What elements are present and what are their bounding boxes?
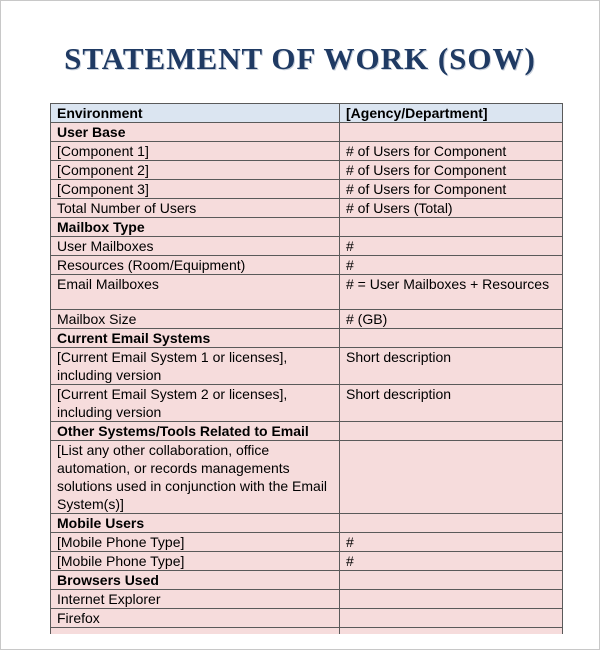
- environment-cell: [Component 3]: [51, 180, 340, 199]
- section-row: [51, 514, 563, 533]
- table-row: [51, 385, 563, 422]
- environment-cell: [List any other collaboration, office automation, or records managements solutions used in conjunction with the Email System(s)]: [51, 441, 340, 514]
- agency-cell: [340, 571, 563, 590]
- environment-cell: [Component 1]: [51, 142, 340, 161]
- agency-cell: # of Users (Total): [340, 199, 563, 218]
- agency-cell: [340, 329, 563, 348]
- agency-cell: # of Users for Component: [340, 142, 563, 161]
- agency-cell: # of Users for Component: [340, 180, 563, 199]
- header-agency-department: [Agency/Department]: [340, 104, 563, 123]
- table-row: [51, 348, 563, 385]
- table-row: [51, 628, 563, 635]
- section-row: [51, 123, 563, 142]
- table-row: [51, 609, 563, 628]
- agency-cell: [340, 514, 563, 533]
- section-row: [51, 571, 563, 590]
- environment-cell: [Component 2]: [51, 161, 340, 180]
- environment-cell: Browsers Used: [51, 571, 340, 590]
- agency-cell: [340, 422, 563, 441]
- agency-cell: #: [340, 552, 563, 571]
- agency-cell: # (GB): [340, 310, 563, 329]
- table-row: [51, 552, 563, 571]
- table-row: [51, 142, 563, 161]
- agency-cell: #: [340, 533, 563, 552]
- table-row: [51, 533, 563, 552]
- table-row: [51, 161, 563, 180]
- environment-cell: [Mobile Phone Type]: [51, 533, 340, 552]
- table-row: [51, 310, 563, 329]
- environment-cell: Email Mailboxes: [51, 275, 340, 310]
- table-row: [51, 199, 563, 218]
- environment-cell: Mobile Users: [51, 514, 340, 533]
- agency-cell: # = User Mailboxes + Resources: [340, 275, 563, 310]
- section-row: [51, 218, 563, 237]
- table-row: [51, 237, 563, 256]
- table-row: [51, 441, 563, 514]
- environment-cell: User Base: [51, 123, 340, 142]
- agency-cell: #: [340, 237, 563, 256]
- section-row: [51, 422, 563, 441]
- environment-cell: Other Systems/Tools Related to Email: [51, 422, 340, 441]
- table-body: [51, 123, 563, 635]
- environment-cell: Current Email Systems: [51, 329, 340, 348]
- table-header-row: [51, 104, 563, 123]
- environment-cell: Firefox: [51, 609, 340, 628]
- environment-cell: [51, 628, 340, 635]
- table-row: [51, 590, 563, 609]
- agency-cell: #: [340, 256, 563, 275]
- document-title: STATEMENT OF WORK (SOW): [64, 41, 536, 76]
- agency-cell: [340, 609, 563, 628]
- sow-table: [50, 103, 563, 634]
- agency-cell: [340, 441, 563, 514]
- header-environment: Environment: [51, 104, 340, 123]
- environment-cell: User Mailboxes: [51, 237, 340, 256]
- table-row: [51, 275, 563, 310]
- environment-cell: [Current Email System 2 or licenses], including version: [51, 385, 340, 422]
- agency-cell: Short description: [340, 348, 563, 385]
- section-row: [51, 329, 563, 348]
- agency-cell: [340, 628, 563, 635]
- agency-cell: [340, 590, 563, 609]
- environment-cell: Internet Explorer: [51, 590, 340, 609]
- table-row: [51, 256, 563, 275]
- environment-cell: Total Number of Users: [51, 199, 340, 218]
- agency-cell: # of Users for Component: [340, 161, 563, 180]
- table-row: [51, 180, 563, 199]
- environment-cell: Resources (Room/Equipment): [51, 256, 340, 275]
- agency-cell: Short description: [340, 385, 563, 422]
- agency-cell: [340, 123, 563, 142]
- environment-cell: [Current Email System 1 or licenses], including version: [51, 348, 340, 385]
- environment-cell: Mailbox Size: [51, 310, 340, 329]
- environment-cell: Mailbox Type: [51, 218, 340, 237]
- environment-cell: [Mobile Phone Type]: [51, 552, 340, 571]
- agency-cell: [340, 218, 563, 237]
